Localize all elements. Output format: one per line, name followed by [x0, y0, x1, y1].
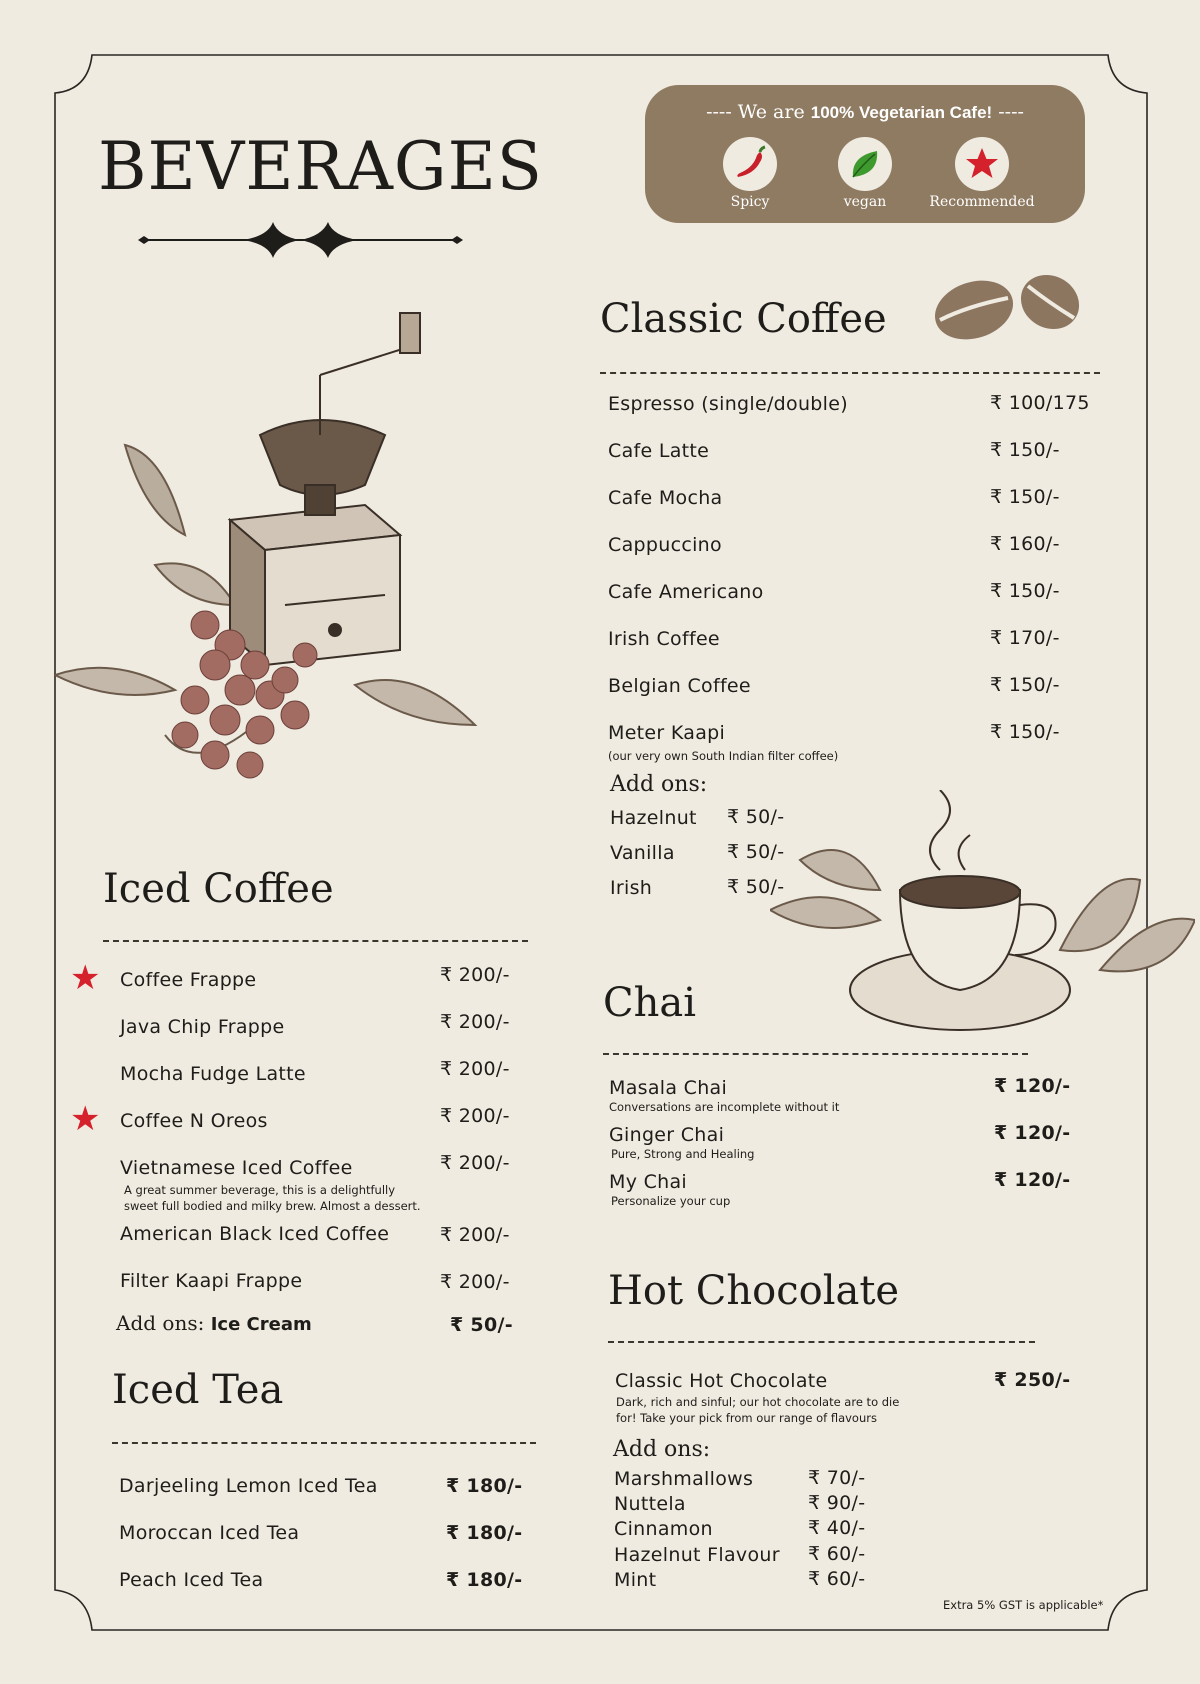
coffee-grinder-illustration: [55, 305, 485, 805]
addons-heading: Add ons:: [610, 772, 708, 797]
menu-item-price: ₹ 200/-: [440, 1105, 510, 1127]
addons-heading: Add ons:: [613, 1437, 711, 1462]
section-divider: [608, 1341, 1035, 1343]
addon-name: Mint: [614, 1569, 657, 1591]
menu-item-name: Cappuccino: [608, 534, 722, 556]
menu-item-price: ₹ 200/-: [440, 1152, 510, 1174]
menu-item-price: ₹ 100/175: [990, 392, 1090, 414]
coffee-cup-illustration: [770, 790, 1195, 1055]
menu-item-name: American Black Iced Coffee: [120, 1223, 390, 1245]
menu-item-description: Conversations are incomplete without it: [609, 1100, 840, 1114]
menu-item-price: ₹ 120/-: [994, 1122, 1071, 1144]
page-title: BEVERAGES: [98, 128, 543, 205]
menu-item-description: Dark, rich and sinful; our hot chocolate are to die: [616, 1395, 900, 1409]
chili-icon: [730, 144, 770, 184]
recommended-star-icon: ★: [70, 1099, 101, 1139]
menu-item-name: Cafe Latte: [608, 440, 710, 462]
menu-item-description: Pure, Strong and Healing: [611, 1147, 755, 1161]
addon-name: Hazelnut Flavour: [614, 1544, 780, 1566]
menu-item-description: A great summer beverage, this is a delightfully: [124, 1183, 396, 1197]
legend-recommended: Recommended: [927, 137, 1037, 210]
menu-item-name: Belgian Coffee: [608, 675, 751, 697]
menu-item-price: ₹ 250/-: [994, 1369, 1071, 1391]
addon-price: ₹ 50/-: [727, 876, 785, 898]
menu-item-price: ₹ 200/-: [440, 1058, 510, 1080]
menu-item-description: (our very own South Indian filter coffee): [608, 749, 839, 763]
menu-item-price: ₹ 120/-: [994, 1075, 1071, 1097]
menu-item-name: Mocha Fudge Latte: [120, 1063, 306, 1085]
addon-name: Nuttela: [614, 1493, 686, 1515]
addon-price: ₹ 50/-: [727, 841, 785, 863]
menu-item-description: for! Take your pick from our range of flavours: [616, 1411, 877, 1425]
iced-coffee-addon: Add ons: Ice Cream: [116, 1311, 312, 1335]
addon-name: Cinnamon: [614, 1518, 713, 1540]
menu-item-price: ₹ 150/-: [990, 580, 1060, 602]
menu-item-price: ₹ 180/-: [446, 1522, 523, 1544]
gst-note: Extra 5% GST is applicable*: [943, 1598, 1104, 1612]
coffee-beans-illustration: [928, 268, 1088, 346]
section-divider: [603, 1053, 1028, 1055]
menu-item-price: ₹ 180/-: [446, 1569, 523, 1591]
section-heading-iced-coffee: Iced Coffee: [103, 866, 334, 912]
menu-item-name: Classic Hot Chocolate: [615, 1370, 828, 1392]
leaf-icon: [845, 144, 885, 184]
section-divider: [600, 372, 1100, 374]
menu-item-name: Vietnamese Iced Coffee: [120, 1157, 353, 1179]
section-heading-classic-coffee: Classic Coffee: [600, 296, 887, 342]
menu-item-name: Irish Coffee: [608, 628, 720, 650]
menu-item-description: sweet full bodied and milky brew. Almost a dessert.: [124, 1199, 421, 1213]
menu-item-price: ₹ 120/-: [994, 1169, 1071, 1191]
vegetarian-legend-badge: [645, 85, 1085, 223]
legend-spicy: Spicy: [695, 137, 805, 210]
section-divider: [103, 940, 528, 942]
legend-vegan: vegan: [810, 137, 920, 210]
menu-item-name: Masala Chai: [609, 1077, 728, 1099]
menu-item-price: ₹ 160/-: [990, 533, 1060, 555]
section-divider: [112, 1442, 536, 1444]
recommended-star-icon: ★: [70, 958, 101, 998]
menu-item-name: Java Chip Frappe: [120, 1016, 285, 1038]
menu-item-name: Moroccan Iced Tea: [119, 1522, 300, 1544]
section-heading-iced-tea: Iced Tea: [112, 1367, 284, 1413]
menu-item-name: Cafe Americano: [608, 581, 764, 603]
menu-item-name: Espresso (single/double): [608, 393, 848, 415]
menu-item-name: Meter Kaapi: [608, 722, 726, 744]
addon-name: Hazelnut: [610, 807, 697, 829]
menu-item-price: ₹ 150/-: [990, 486, 1060, 508]
menu-item-name: Ginger Chai: [609, 1124, 725, 1146]
addon-name: Marshmallows: [614, 1468, 754, 1490]
menu-item-price: ₹ 150/-: [990, 721, 1060, 743]
section-heading-chai: Chai: [603, 980, 697, 1026]
menu-item-price: ₹ 200/-: [440, 1271, 510, 1293]
addon-price: ₹ 60/-: [808, 1568, 866, 1590]
menu-item-price: ₹ 180/-: [446, 1475, 523, 1497]
addon-name: Irish: [610, 877, 653, 899]
menu-item-name: Coffee Frappe: [120, 969, 257, 991]
section-heading-hot-chocolate: Hot Chocolate: [608, 1268, 900, 1314]
menu-item-description: Personalize your cup: [611, 1194, 731, 1208]
addon-price: ₹ 50/-: [727, 806, 785, 828]
menu-item-price: ₹ 150/-: [990, 674, 1060, 696]
menu-item-name: My Chai: [609, 1171, 688, 1193]
menu-item-name: Filter Kaapi Frappe: [120, 1270, 303, 1292]
menu-item-price: ₹ 200/-: [440, 1011, 510, 1033]
addon-price: ₹ 50/-: [450, 1314, 513, 1336]
menu-item-price: ₹ 200/-: [440, 964, 510, 986]
menu-item-name: Darjeeling Lemon Iced Tea: [119, 1475, 378, 1497]
badge-title: ---- We are 100% Vegetarian Cafe! ----: [706, 101, 1024, 123]
addon-price: ₹ 90/-: [808, 1492, 866, 1514]
addon-price: ₹ 40/-: [808, 1517, 866, 1539]
menu-item-price: ₹ 170/-: [990, 627, 1060, 649]
addon-price: ₹ 70/-: [808, 1467, 866, 1489]
title-ornament: [138, 222, 463, 258]
menu-item-name: Coffee N Oreos: [120, 1110, 268, 1132]
menu-item-name: Peach Iced Tea: [119, 1569, 264, 1591]
menu-item-price: ₹ 150/-: [990, 439, 1060, 461]
menu-item-name: Cafe Mocha: [608, 487, 723, 509]
addon-name: Vanilla: [610, 842, 675, 864]
menu-item-price: ₹ 200/-: [440, 1224, 510, 1246]
addon-price: ₹ 60/-: [808, 1543, 866, 1565]
star-icon: [962, 144, 1002, 184]
